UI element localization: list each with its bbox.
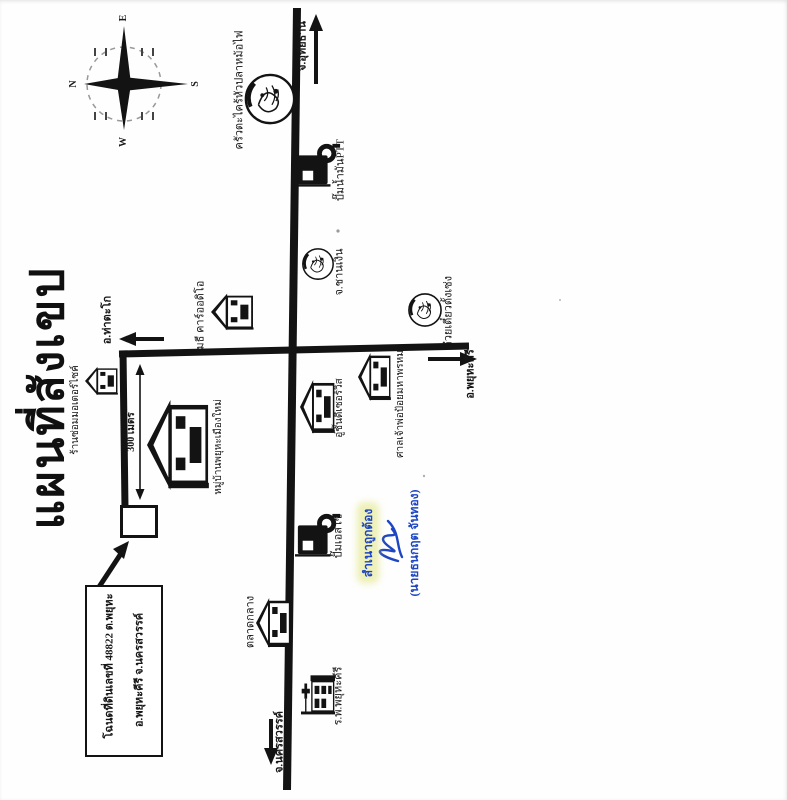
noodle-shop-logo-icon: [407, 292, 443, 328]
compass-w: W: [118, 137, 129, 147]
housing-estate-icon: [147, 400, 211, 490]
label-destination-tha-tako: อ.ท่าตะโก: [101, 295, 114, 345]
arrow-to-tha-tako: [119, 332, 164, 346]
label-esso-station: ปั๊มเอสโซ่: [332, 513, 345, 559]
certified-copy-text: สำเนาถูกต้อง: [361, 508, 375, 578]
car-audio-shop-icon: [211, 292, 255, 332]
shrine-icon: [358, 353, 392, 401]
central-market-icon: [256, 598, 292, 648]
label-car-audio-shop: เมธี คาร์ออดิโอ: [194, 280, 207, 354]
hospital-icon: [301, 673, 335, 715]
cross-road: [119, 346, 469, 354]
compass-n: N: [68, 80, 79, 88]
label-service-garage: อู่ชั้นดีเซอร์วิส: [334, 378, 345, 438]
label-motorcycle-repair-shop: ร้านซ่อมมอเตอร์ไซค์: [70, 365, 81, 455]
label-shrine: ศาลเจ้าพ่อป้อยมหาพรหม: [395, 350, 406, 458]
label-destination-uthai-thani: จ.อุทัยธานี: [296, 21, 309, 71]
service-garage-icon: [300, 380, 336, 434]
shop-logo-icon: [301, 247, 335, 281]
restaurant-logo-icon: [243, 72, 297, 126]
land-plot-rectangle: [120, 505, 158, 538]
motorcycle-repair-shop-icon: [85, 366, 119, 396]
deed-info-box: [85, 585, 163, 757]
deed-box-line1: โฉนดที่ดินเลขที่ 48822 ต.พยุหะ: [103, 593, 116, 739]
signature-scribble: [380, 521, 402, 561]
deed-box-pointer-arrow: [99, 541, 129, 587]
compass-rose: [84, 26, 188, 130]
label-central-market: ตลาดกลาง: [244, 595, 257, 649]
branch-road-to-plot: [123, 351, 125, 508]
label-noodle-shop: ก๋วยเตี๋ยวตั้งเซ่ง: [442, 276, 455, 348]
label-housing-estate: หมู่บ้านพยุหะเมืองใหม่: [213, 399, 224, 495]
map-title: แผนที่สังเขป: [22, 266, 73, 530]
arrow-to-uthai-thani: [309, 14, 323, 84]
compass-e: E: [118, 14, 129, 22]
label-restaurant: ครัวตะไคร้หัวปลาหม้อไฟ: [233, 30, 246, 150]
label-ptt-station: ปั๊มน้ำมันPTT: [334, 138, 347, 202]
label-hospital: ร.พ.พยุหะคีรี: [332, 666, 345, 726]
label-shop: จ.ชานเงิน: [333, 248, 346, 296]
compass-s: S: [190, 81, 201, 87]
signer-name-text: (นายธนกฤต จันทอง): [407, 489, 421, 597]
label-destination-phayuha-khiri: อ.พยุหะคีรี: [464, 349, 477, 399]
label-distance-300m: 300 เมตร: [126, 412, 137, 452]
deed-box-line2: อ.พยุหะคีรี จ.นครสวรรค์: [133, 612, 146, 728]
label-destination-nakhon-sawan: จ.นครสวรรค์: [273, 710, 286, 774]
